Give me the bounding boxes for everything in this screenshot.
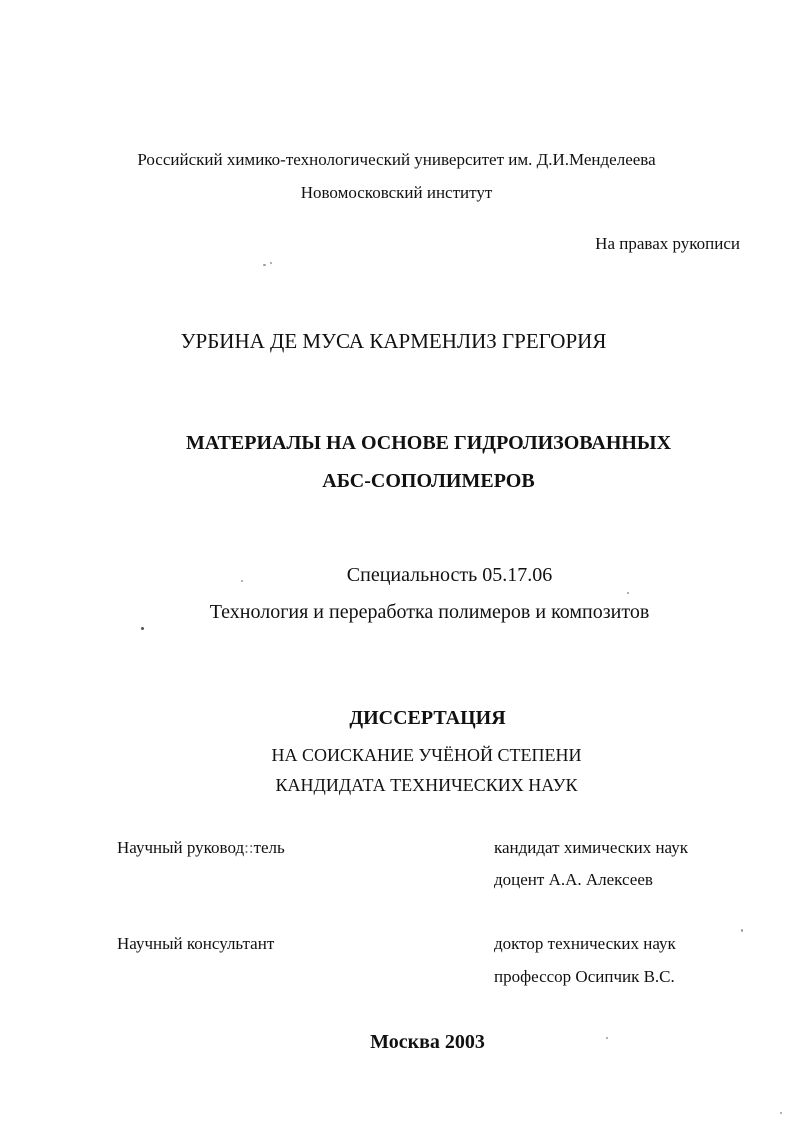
supervisor-label-smudge: :: (244, 838, 254, 857)
scan-speck (780, 1112, 782, 1114)
consultant-degree: доктор технических наук (494, 934, 676, 953)
supervisor-degree: кандидат химических наук (494, 838, 688, 857)
scan-speck (627, 592, 629, 594)
consultant-name: профессор Осипчик В.С. (494, 967, 675, 986)
institute-name: Новомосковский институт (300, 183, 493, 202)
degree-line-1: НА СОИСКАНИЕ УЧЁНОЙ СТЕПЕНИ (271, 745, 582, 765)
specialty-code: Специальность 05.17.06 (346, 564, 553, 586)
scan-speck (141, 627, 144, 630)
city-year: Москва 2003 (370, 1031, 485, 1053)
supervisor-name: доцент А.А. Алексеев (494, 870, 653, 889)
dissertation-heading: ДИССЕРТАЦИЯ (349, 707, 506, 729)
consultant-label: Научный консультант (117, 934, 275, 953)
thesis-title-line-1: МАТЕРИАЛЫ НА ОСНОВЕ ГИДРОЛИЗОВАННЫХ (185, 432, 672, 454)
manuscript-rights-note: На правах рукописи (595, 234, 740, 253)
scan-speck (263, 264, 266, 266)
supervisor-label (117, 839, 285, 856)
scan-speck (241, 580, 243, 582)
scan-speck (741, 929, 743, 932)
author-name: УРБИНА ДЕ МУСА КАРМЕНЛИЗ ГРЕГОРИЯ (180, 329, 607, 353)
thesis-title-line-2: АБС-СОПОЛИМЕРОВ (322, 470, 535, 492)
supervisor-label-end: тель (253, 838, 285, 857)
supervisor-label-start: Научный руковод (117, 838, 245, 857)
scan-speck (270, 262, 272, 264)
university-name: Российский химико-технологический университет им. Д.И.Менделеева (137, 150, 656, 169)
scan-speck (606, 1037, 608, 1039)
degree-line-2: КАНДИДАТА ТЕХНИЧЕСКИХ НАУК (275, 775, 578, 795)
specialty-name: Технология и переработка полимеров и композитов (209, 601, 650, 623)
